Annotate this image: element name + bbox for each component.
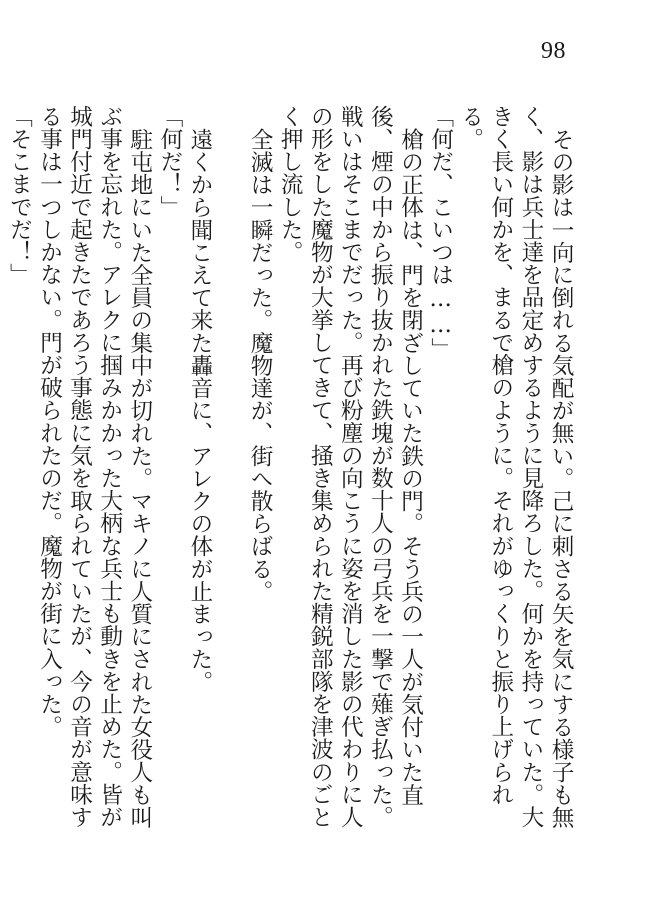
dialogue-line-2: 「何だ！」 [156,105,183,218]
dialogue-line-1: 「何だ、こいつは……」 [427,105,454,361]
page-number: 98 [541,38,566,64]
paragraph-2: 槍の正体は、門を閉ざしていた鉄の門。そう兵の一人が気付いた直後、煙の中から振り抜かれた鉄塊が数十人の弓兵を一撃で薙ぎ払った。戦いはそこまでだった。再び粉塵の向こうに姿を消した影の代わりに人の形をした魔物が大挙してきて、掻き集められた精鋭部隊を津波のごとく押し流した。 [277,105,424,829]
paragraph-1: その影は一向に倒れる気配が無い。己に刺さる矢を気にする様子も無く、影は兵士達を品定めするように見降ろした。何かを持っていた。大きく長い何かを、まるで槍のように。それがゆっくりと振り上げられる。 [457,105,574,829]
paragraph-5: 駐屯地にいた全員の集中が切れた。マキノに人質にされた女役人も叫ぶ事を忘れた。アレクに掴みかかった大柄な兵士も動きを止めた。皆が城門付近で起きたであろう事態に気を取られていたが、今の音が意味する事は一つしかない。門が破られたのだ。魔物が街に入った。 [36,105,153,829]
paragraph-4: 遠くから聞こえて来た轟音に、アレクの体が止まった。 [186,127,213,693]
paragraph-3: 全滅は一瞬だった。魔物達が、街へ散らばる。 [247,127,274,603]
dialogue-line-3: 「そこまでだ！」 [6,105,33,286]
vertical-body-text [6,105,576,845]
